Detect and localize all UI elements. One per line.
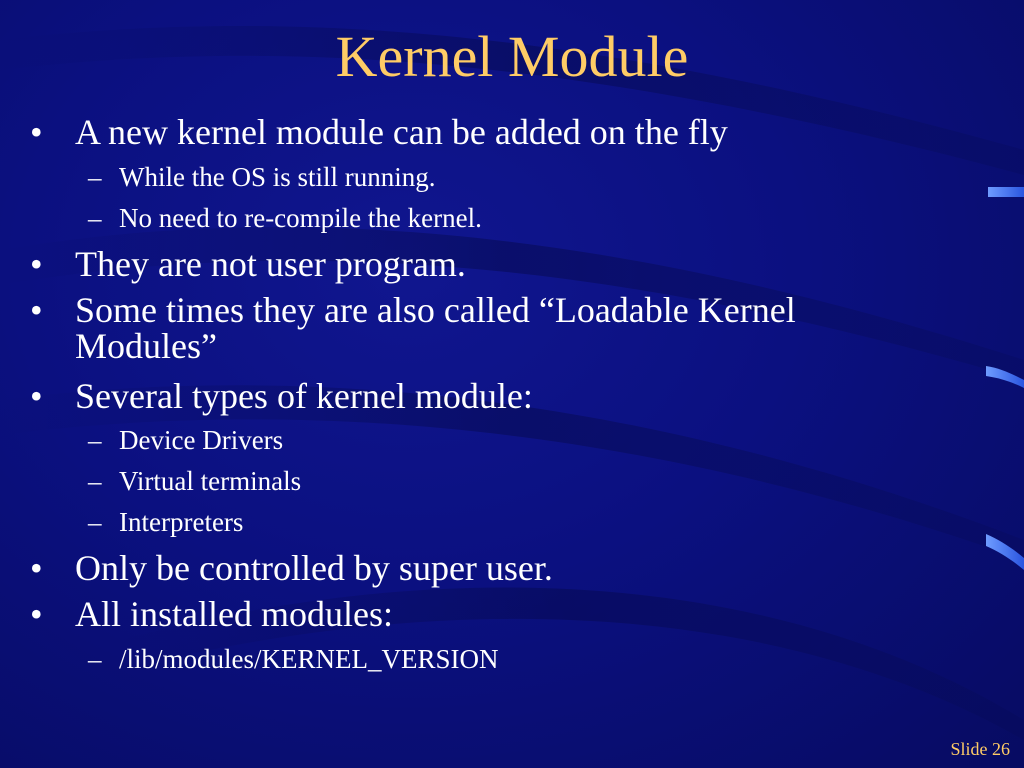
bullet-text: Only be controlled by super user. bbox=[75, 548, 553, 588]
bullet-marker: • bbox=[30, 594, 43, 634]
bullet-item bbox=[30, 378, 910, 414]
sub-bullet-item bbox=[88, 162, 888, 192]
bullet-marker: • bbox=[30, 548, 43, 588]
sub-bullet-item bbox=[88, 425, 888, 455]
sub-bullet-text: Device Drivers bbox=[119, 425, 284, 455]
sub-bullet-text: Virtual terminals bbox=[119, 466, 302, 496]
bullet-item bbox=[30, 292, 910, 364]
bullet-item bbox=[30, 114, 910, 150]
bullet-marker: • bbox=[30, 244, 43, 284]
slide-number: Slide 26 bbox=[950, 739, 1010, 759]
sub-bullet-item bbox=[88, 203, 888, 233]
dash-marker: – bbox=[88, 203, 102, 233]
sub-bullet-text: Interpreters bbox=[119, 507, 244, 537]
bullet-text: All installed modules: bbox=[75, 594, 393, 634]
dash-marker: – bbox=[88, 644, 102, 674]
sub-bullet-text: While the OS is still running. bbox=[119, 162, 436, 192]
bullet-item bbox=[30, 246, 910, 282]
bullet-text: Several types of kernel module: bbox=[75, 376, 533, 416]
bullet-marker: • bbox=[30, 376, 43, 416]
bullet-marker: • bbox=[30, 290, 43, 330]
sub-bullet-item bbox=[88, 466, 888, 496]
dash-marker: – bbox=[88, 466, 102, 496]
bullet-item bbox=[30, 596, 910, 632]
dash-marker: – bbox=[88, 425, 102, 455]
bullet-text: A new kernel module can be added on the fly bbox=[75, 112, 728, 152]
bullet-text: Some times they are also called “Loadable Kernel Modules” bbox=[75, 290, 796, 366]
sub-bullet-text: No need to re-compile the kernel. bbox=[119, 203, 482, 233]
dash-marker: – bbox=[88, 162, 102, 192]
dash-marker: – bbox=[88, 507, 102, 537]
sub-bullet-item bbox=[88, 507, 888, 537]
sub-bullet-text: /lib/modules/KERNEL_VERSION bbox=[119, 644, 499, 674]
bullet-text: They are not user program. bbox=[75, 244, 466, 284]
bullet-marker: • bbox=[30, 112, 43, 152]
sub-bullet-item bbox=[88, 644, 888, 674]
bullet-item bbox=[30, 550, 910, 586]
slide-title: Kernel Module bbox=[335, 24, 689, 89]
